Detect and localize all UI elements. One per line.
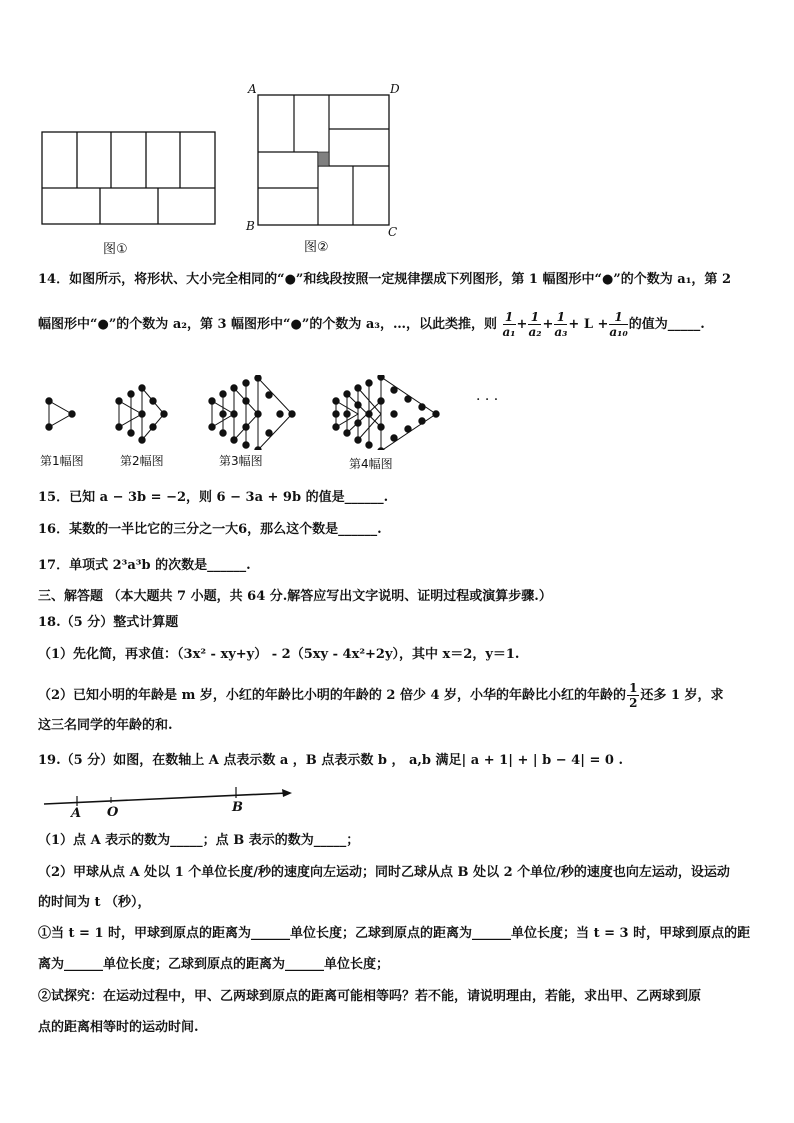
pattern-caption-2: 第2幅图 [120, 454, 164, 468]
q19-part-2-line-1: （2）甲球从点 A 处以 1 个单位长度/秒的速度向左运动；同时乙球从点 B 处以 2 个单位/秒的速度也向左运动，设运动 [38, 865, 730, 880]
axis-label-a: A [71, 806, 82, 821]
dot-triangle-pattern [36, 375, 456, 450]
plus-ellipsis: + L + [568, 317, 609, 332]
figure-1-rectangles [40, 130, 220, 230]
q18-title: 18.（5 分）整式计算题 [38, 615, 179, 630]
q17-text: 17．单项式 2³a³b 的次数是______. [38, 558, 251, 573]
pattern-caption-3: 第3幅图 [219, 454, 263, 468]
q14-line-1: 14．如图所示，将形状、大小完全相同的“●”和线段按照一定规律摆成下列图形，第 1 幅图形中“●”的个数为 a₁，第 2 [38, 272, 731, 287]
fraction-1-over-a3: $\frac{1}{\text{a₃}}$ [554, 310, 568, 339]
corner-label-d: D [390, 82, 400, 96]
q18-part-1: （1）先化简，再求值：（3x² - xy+y） - 2（5xy - 4x²+2y），其中 x＝2，y＝1. [38, 647, 520, 662]
figure-1-caption: 图① [103, 242, 128, 257]
fraction-1-over-a1: $\frac{1}{\text{a₁}}$ [502, 310, 516, 339]
fraction-1-over-a10: $\frac{1}{\text{a₁₀}}$ [609, 310, 628, 339]
pattern-figure-2 [116, 385, 167, 443]
q19-case-2-line-2: 点的距离相等时的运动时间. [38, 1020, 199, 1035]
pattern-figure-1 [46, 398, 75, 430]
q14-line-2: 幅图形中“●”的个数为 a₂，第 3 幅图形中“●”的个数为 a₃，…，以此类推，则 $\frac{1}{\text{a₁}}$ + $\frac{1}{\text{a₂}}$ + $\frac{1}{\text{a₃}}$ + L + $\frac{1}{\text{a₁₀}}$ 的值为_____. [38, 310, 705, 339]
figure-2-square-abcd [244, 80, 404, 240]
pattern-caption-4: 第4幅图 [349, 457, 393, 471]
pattern-caption-1: 第1幅图 [40, 454, 84, 468]
section-3-heading: 三、解答题 （本大题共 7 小题，共 64 分.解答应写出文字说明、证明过程或演算步骤.） [38, 589, 552, 604]
corner-label-c: C [388, 225, 398, 239]
q19-case-1-line-1: ①当 t = 1 时，甲球到原点的距离为______单位长度；乙球到原点的距离为______单位长度；当 t = 3 时，甲球到原点的距 [38, 926, 751, 941]
q16-text: 16．某数的一半比它的三分之一大6，那么这个数是______. [38, 522, 382, 537]
pattern-figure-4 [333, 375, 439, 450]
axis-label-b: B [232, 800, 243, 815]
fraction-one-half: $\frac{1}{2}$ [629, 681, 638, 710]
corner-label-b: B [246, 219, 255, 233]
q18-part-2-line-2: 这三名同学的年龄的和. [38, 718, 173, 733]
q14-answer-text: 的值为_____. [628, 317, 705, 332]
q15-text: 15．已知 a − 3b = −2，则 6 − 3a + 9b 的值是______. [38, 490, 389, 505]
q19-part-2-line-2: 的时间为 t （秒）， [38, 895, 151, 910]
q18-part-2-tail: 还多 1 岁，求 [640, 688, 724, 703]
pattern-ellipsis: · · · [476, 392, 499, 408]
q14-line-2-text: 幅图形中“●”的个数为 a₂，第 3 幅图形中“●”的个数为 a₃，…，以此类推，则 [38, 317, 497, 332]
pattern-figure-3 [209, 375, 295, 450]
fraction-1-over-a2: $\frac{1}{\text{a₂}}$ [528, 310, 542, 339]
q19-part-1: （1）点 A 表示的数为_____；点 B 表示的数为_____； [38, 833, 360, 848]
q18-part-2 [38, 681, 724, 710]
q19-text: 19.（5 分）如图，在数轴上 A 点表示数 a ，B 点表示数 b ， a,b 满足| a + 1| + | b − 4| = 0 . [38, 753, 623, 768]
corner-label-a: A [248, 82, 257, 96]
q19-case-2-line-1: ②试探究：在运动过程中，甲、乙两球到原点的距离可能相等吗？若不能，请说明理由，若能，求出甲、乙两球到原 [38, 989, 702, 1004]
figure-2-caption: 图② [304, 240, 329, 255]
q19-case-1-line-2: 离为______单位长度；乙球到原点的距离为______单位长度； [38, 957, 390, 972]
q18-part-2-text: （2）已知小明的年龄是 m 岁，小红的年龄比小明的年龄的 2 倍少 4 岁，小华的年龄比小红的年龄的 [38, 688, 627, 703]
axis-label-o: O [107, 805, 119, 820]
